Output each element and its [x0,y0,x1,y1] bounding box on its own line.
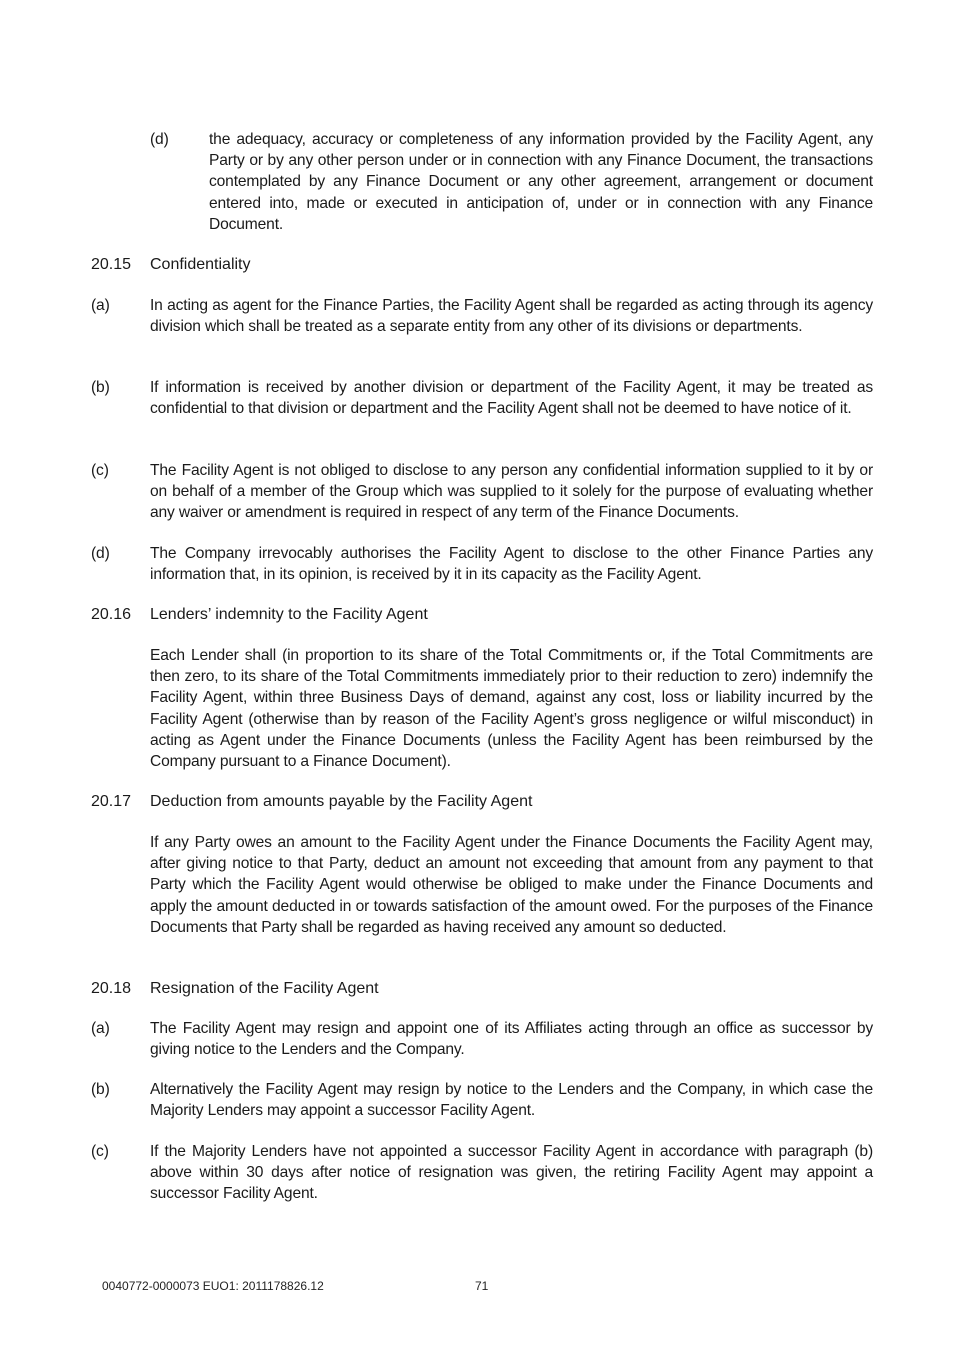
item-label: (c) [91,1143,109,1160]
item-label: (b) [91,379,110,396]
section-title: Resignation of the Facility Agent [150,980,379,997]
item-text: In acting as agent for the Finance Parties, the Facility Agent shall be regarded as acting through its agency division which shall be treated as a separate entity from any other of its divisions or departments. [150,297,873,336]
section-paragraph: Each Lender shall (in proportion to its share of the Total Commitments or, if the Total Commitments are then zero, to its share of the Total Commitments immediately prior to their reduction to zero) indemnify the Facility Agent, within three Business Days of demand, against any cost, loss or liability incurred by the Facility Agent (otherwise than by reason of the Facility Agent’s gross negligence or wilful misconduct) in acting as Agent under the Finance Documents (unless the Facility Agent has been reimbursed by the Company pursuant to a Finance Document). [150,647,873,771]
section-number: 20.17 [91,793,132,810]
section-heading-20-16 [91,604,873,626]
list-item [150,129,873,239]
item-text: The Facility Agent may resign and appoint one of its Affiliates acting through an office as successor by giving notice to the Lenders and the Company. [150,1020,873,1059]
section-number: 20.18 [91,980,132,997]
item-text: The Company irrevocably authorises the Facility Agent to disclose to the other Finance Parties any information that, in its opinion, is received by it in its capacity as the Facility Agent. [150,545,873,584]
item-text: the adequacy, accuracy or completeness of any information provided by the Facility Agent, any Party or by any other person under or in connection with any Finance Document, the transactions contemplated by any Finance Document or any other agreement, arrangement or document entered into, made or executed in anticipation of, under or in connection with any Finance Document. [209,131,873,233]
list-item [91,377,873,441]
section-heading-20-18 [91,978,873,1000]
item-text: The Facility Agent is not obliged to disclose to any person any confidential information supplied to it by or on behalf of a member of the Group which was supplied to it solely for the purpose of evaluating whether any waiver or amendment is required in respect of any term of the Finance Documents. [150,462,873,522]
item-label: (d) [91,545,110,562]
section-heading-20-17 [91,791,873,813]
item-label: (d) [150,131,169,148]
item-label: (c) [91,462,109,479]
list-item [91,543,873,586]
section-number: 20.15 [91,256,132,273]
footer-page-number: 71 [475,1279,489,1293]
list-item [91,1141,873,1205]
section-title: Lenders’ indemnity to the Facility Agent [150,606,428,623]
list-item [91,295,873,359]
footer-doc-ref: 0040772-0000073 EUO1: 2011178826.12 [102,1279,324,1293]
item-label: (a) [91,297,110,314]
section-number: 20.16 [91,606,132,623]
list-item [91,1079,873,1122]
item-text: If information is received by another division or department of the Facility Agent, it may be treated as confidential to that division or department and the Facility Agent shall not be deemed to have notice of it. [150,379,873,418]
list-item [91,1018,873,1061]
item-text: Alternatively the Facility Agent may resign by notice to the Lenders and the Company, in which case the Majority Lenders may appoint a successor Facility Agent. [150,1081,873,1120]
list-item [91,460,873,524]
item-label: (b) [91,1081,110,1098]
section-title: Deduction from amounts payable by the Facility Agent [150,793,533,810]
section-paragraph: If any Party owes an amount to the Facility Agent under the Finance Documents the Facility Agent may, after giving notice to that Party, deduct an amount not exceeding that amount from any payment to that Party which the Facility Agent would otherwise be obliged to make under the Finance Documents and apply the amount deducted in or towards satisfaction of the amount owed. For the purposes of the Finance Documents that Party shall be regarded as having received any amount so deducted. [150,834,873,936]
section-heading-20-15 [91,254,873,276]
item-text: If the Majority Lenders have not appointed a successor Facility Agent in accordance with paragraph (b) above within 30 days after notice of resignation was given, the retiring Facility Agent may appoint a successor Facility Agent. [150,1143,873,1203]
item-label: (a) [91,1020,110,1037]
section-title: Confidentiality [150,256,251,273]
